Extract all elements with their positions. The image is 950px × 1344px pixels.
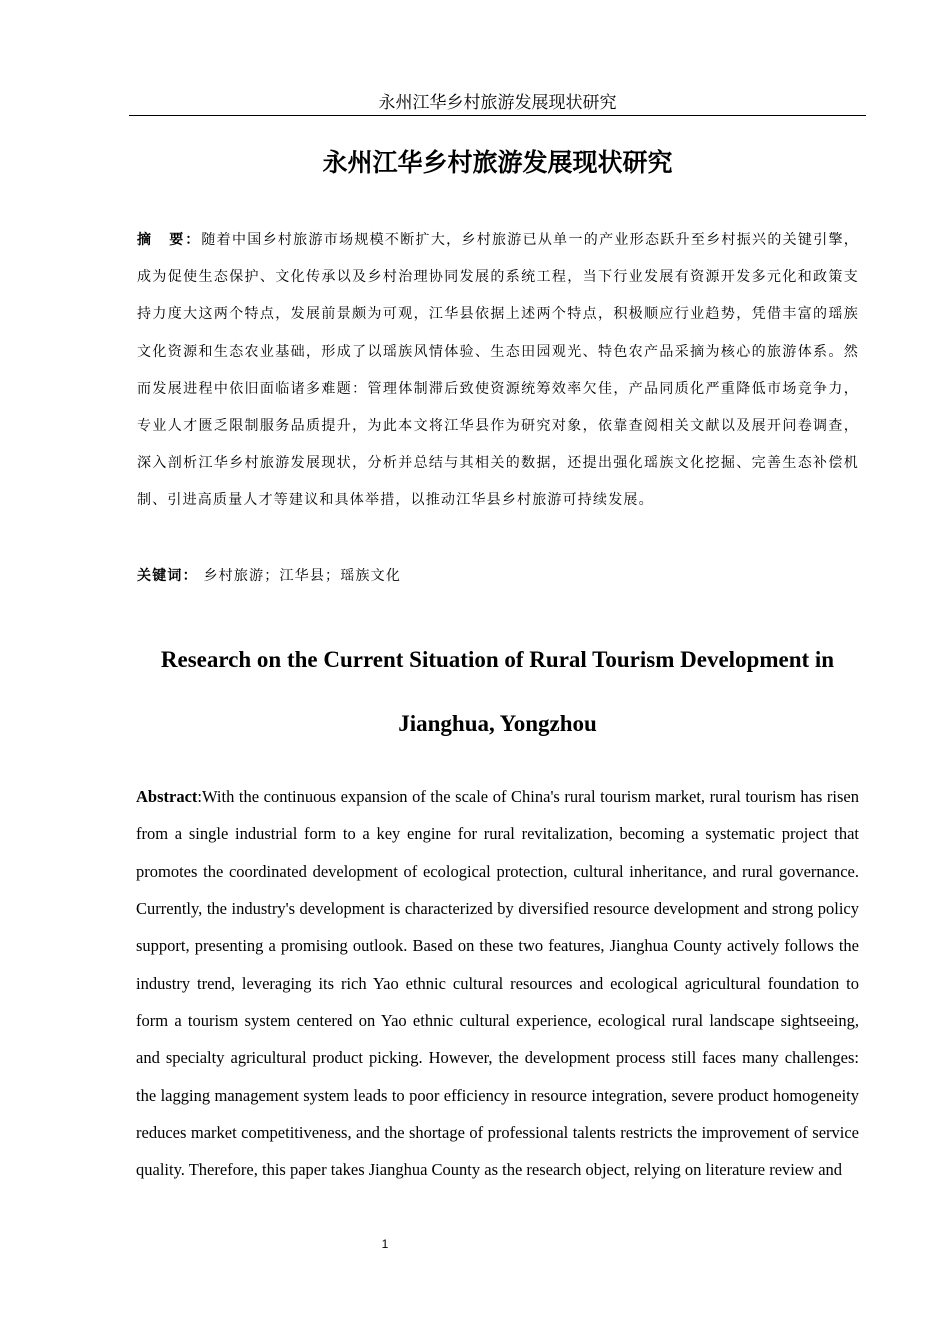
chinese-title: 永州江华乡村旅游发展现状研究: [322, 148, 673, 177]
chinese-abstract-label: 摘 要：: [137, 232, 202, 248]
chinese-keywords-label: 关键词：: [137, 568, 198, 584]
english-abstract: [136, 778, 859, 1189]
chinese-abstract: [137, 222, 859, 520]
header-rule: [129, 115, 866, 116]
running-header: 永州江华乡村旅游发展现状研究: [378, 93, 617, 113]
chinese-keywords-text: 乡村旅游；江华县；瑶族文化: [197, 568, 402, 584]
english-title: Research on the Current Situation of Rural Tourism Development in Jianghua, Yongzhou: [160, 647, 835, 736]
english-abstract-text: :With the continuous expansion of the scale of China's rural tourism market, rural tourism has risen from a single industrial form to a key engine for rural revitalization, becoming a systematic project that promotes the coordinated development of ecological protection, cultural inheritance, and rural governance. Currently, the industry's development is characterized by diversified resource development and strong policy support, presenting a promising outlook. Based on these two features, Jianghua County actively follows the industry trend, leveraging its rich Yao ethnic cultural resources and ecological agricultural foundation to form a tourism system centered on Yao ethnic cultural experience, ecological rural landscape sightseeing, and specialty agricultural product picking. However, the development process still faces many challenges: the lagging management system leads to poor efficiency in resource integration, severe product homogeneity reduces market competitiveness, and the shortage of professional talents restricts the improvement of service quality. Therefore, this paper takes Jianghua County as the research object, relying on literature review and: [136, 787, 859, 1180]
page-number: 1: [381, 1237, 389, 1251]
chinese-keywords: [137, 558, 859, 594]
english-abstract-label: Abstract: [136, 787, 198, 806]
chinese-abstract-text: 随着中国乡村旅游市场规模不断扩大，乡村旅游已从单一的产业形态跃升至乡村振兴的关键引擎，成为促使生态保护、文化传承以及乡村治理协同发展的系统工程，当下行业发展有资源开发多元化和政策支持力度大这两个特点，发展前景颇为可观，江华县依据上述两个特点，积极顺应行业趋势，凭借丰富的瑶族文化资源和生态农业基础，形成了以瑶族风情体验、生态田园观光、特色农产品采摘为核心的旅游体系。然而发展进程中依旧面临诸多难题：管理体制滞后致使资源统筹效率欠佳，产品同质化严重降低市场竞争力，专业人才匮乏限制服务品质提升，为此本文将江华县作为研究对象，依靠查阅相关文献以及展开问卷调查，深入剖析江华乡村旅游发展现状，分析并总结与其相关的数据，还提出强化瑶族文化挖掘、完善生态补偿机制、引进高质量人才等建议和具体举措，以推动江华县乡村旅游可持续发展。: [137, 232, 859, 509]
